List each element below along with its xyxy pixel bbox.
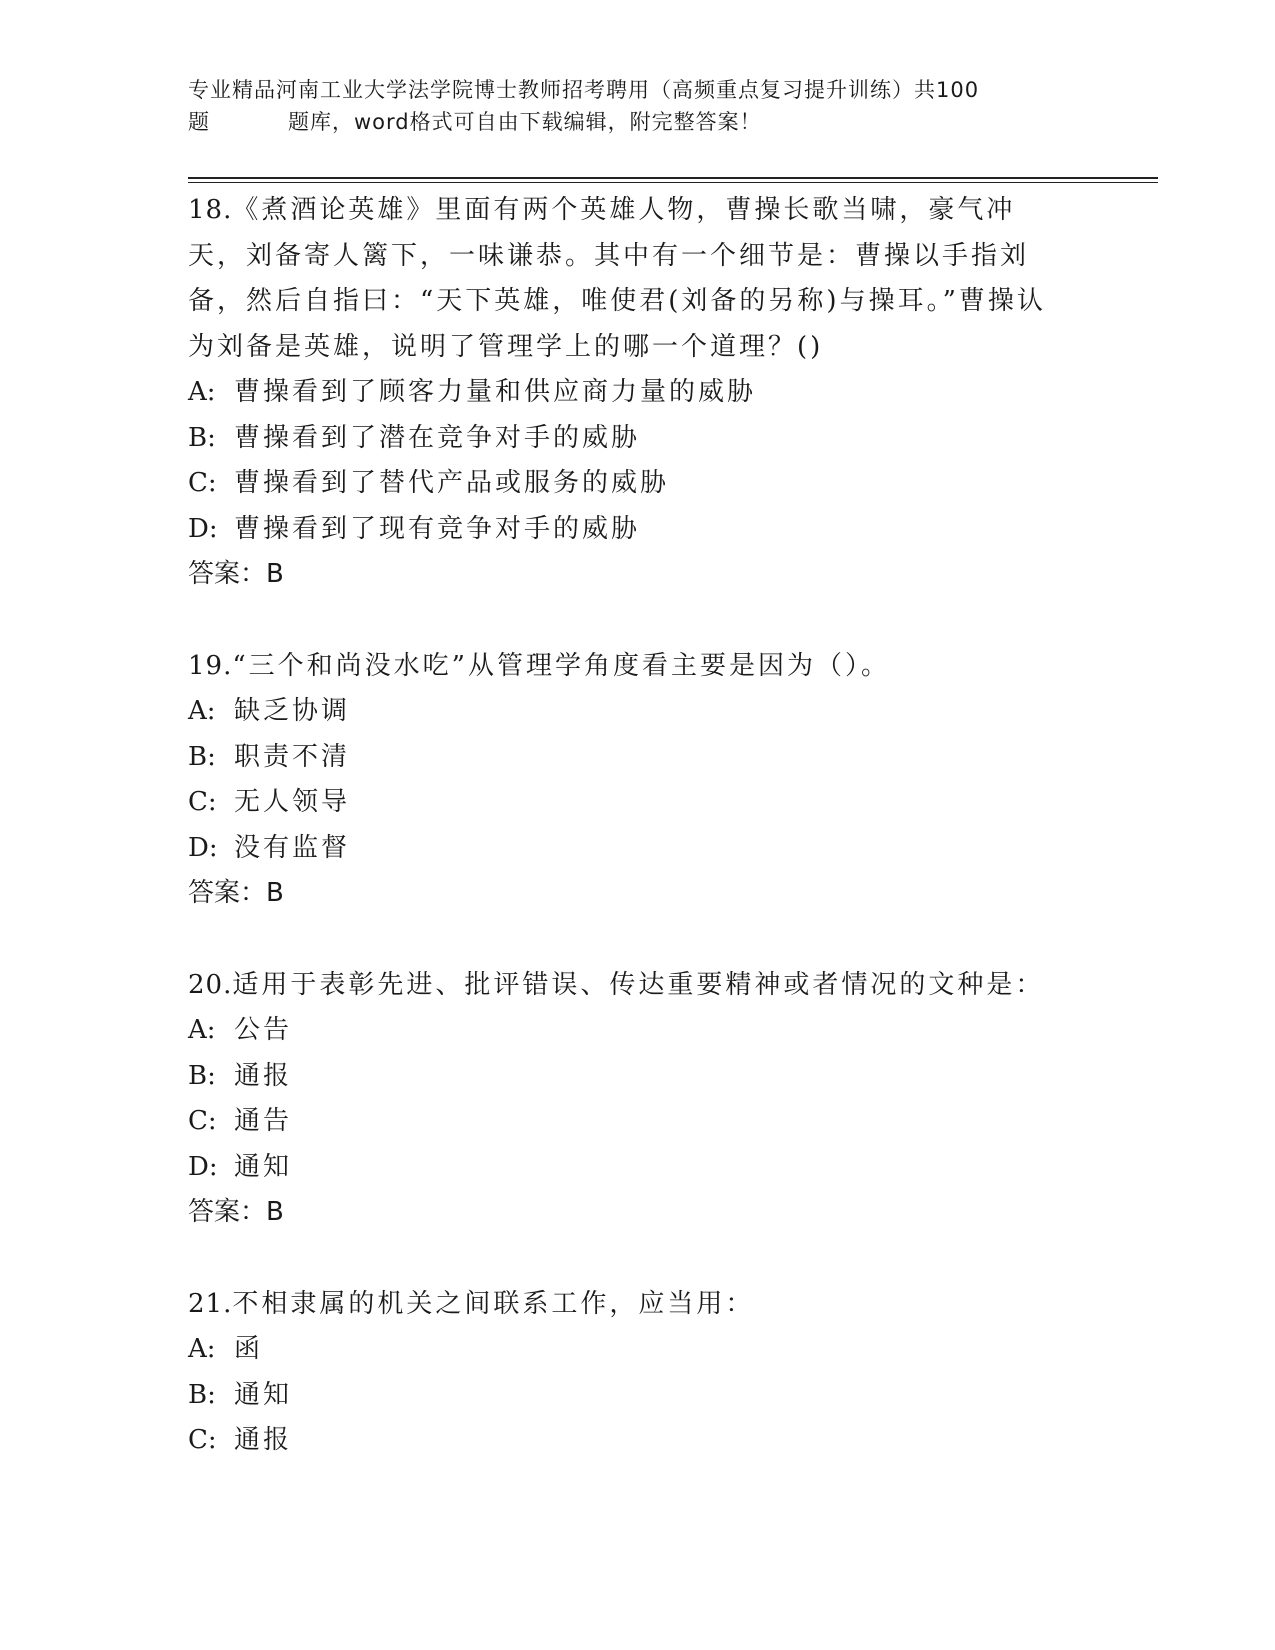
question-text: [188, 644, 1068, 690]
question-18: [188, 188, 1068, 598]
option-key: C:: [188, 1425, 217, 1455]
option-c: [188, 1418, 1068, 1464]
option-key: A:: [188, 696, 216, 726]
option-text: 缺乏协调: [234, 696, 351, 726]
option-key: D:: [188, 1151, 218, 1182]
question-number: 19.: [188, 650, 233, 681]
option-key: A:: [188, 1015, 216, 1045]
option-text: 通告: [234, 1106, 293, 1136]
option-c: [188, 780, 1068, 826]
option-text: 通报: [234, 1425, 293, 1455]
option-key: C:: [188, 468, 217, 498]
option-key: B:: [188, 1060, 216, 1091]
question-21: [188, 1282, 1068, 1464]
option-c: [188, 461, 1068, 507]
question-text: [188, 1282, 1068, 1328]
option-a: [188, 1327, 1068, 1373]
option-text: 通知: [234, 1379, 293, 1410]
option-text: 职责不清: [234, 741, 351, 772]
option-key: A:: [188, 377, 216, 407]
option-key: D:: [188, 832, 218, 863]
answer: 答案：B: [188, 878, 284, 908]
option-text: 无人领导: [234, 787, 351, 817]
question-stem: 适用于表彰先进、批评错误、传达重要精神或者情况的文种是：: [232, 969, 1045, 1000]
option-text: 曹操看到了潜在竞争对手的威胁: [234, 422, 641, 453]
option-text: 通报: [234, 1060, 293, 1091]
option-text: 通知: [234, 1151, 293, 1182]
option-text: 函: [234, 1334, 264, 1364]
option-key: A:: [188, 1334, 216, 1364]
option-text: 没有监督: [234, 832, 351, 863]
question-stem: 不相隶属的机关之间联系工作，应当用：: [232, 1288, 755, 1319]
header-divider-thick: [188, 177, 1158, 179]
option-c: [188, 1099, 1068, 1145]
option-b: [188, 416, 1068, 462]
option-text: 公告: [234, 1015, 293, 1045]
header-line-2-start: 题: [188, 110, 210, 134]
answer: 答案：B: [188, 1197, 284, 1227]
option-text: 曹操看到了替代产品或服务的威胁: [234, 468, 670, 498]
question-list: [188, 188, 1068, 1464]
option-key: D:: [188, 513, 218, 544]
answer: 答案：B: [188, 559, 284, 589]
option-text: 曹操看到了顾客力量和供应商力量的威胁: [234, 377, 757, 407]
question-number: 18.: [188, 195, 233, 225]
question-number: 21.: [188, 1288, 233, 1319]
option-a: [188, 689, 1068, 735]
question-20: [188, 963, 1068, 1236]
question-text: [188, 963, 1068, 1009]
header-line-2: [188, 106, 1088, 138]
option-key: B:: [188, 1379, 216, 1410]
option-d: [188, 826, 1068, 872]
header-line-1: 专业精品河南工业大学法学院博士教师招考聘用（高频重点复习提升训练）共100: [188, 78, 980, 102]
question-19: [188, 644, 1068, 917]
option-key: C:: [188, 1106, 217, 1136]
header-line-2-rest: 题库，word格式可自由下载编辑，附完整答案！: [288, 110, 762, 134]
question-stem: “三个和尚没水吃”从管理学角度看主要是因为（）。: [232, 650, 890, 681]
question-number: 20.: [188, 969, 233, 1000]
option-b: [188, 1054, 1068, 1100]
option-key: C:: [188, 787, 217, 817]
option-text: 曹操看到了现有竞争对手的威胁: [234, 513, 641, 544]
option-key: B:: [188, 422, 216, 453]
question-stem: 《煮酒论英雄》里面有两个英雄人物，曹操长歌当啸，豪气冲天，刘备寄人篱下，一味谦恭。其中有一个细节是：曹操以手指刘备，然后自指曰：“天下英雄，唯使君(刘备的另称)与操耳。”曹操认为刘备是英雄，说明了管理学上的哪一个道理？(): [188, 195, 1046, 362]
option-b: [188, 1373, 1068, 1419]
option-d: [188, 507, 1068, 553]
option-a: [188, 370, 1068, 416]
page-header: [188, 74, 1088, 138]
header-divider-thin: [188, 182, 1158, 183]
question-text: [188, 188, 1068, 370]
option-a: [188, 1008, 1068, 1054]
option-d: [188, 1145, 1068, 1191]
option-key: B:: [188, 741, 216, 772]
option-b: [188, 735, 1068, 781]
